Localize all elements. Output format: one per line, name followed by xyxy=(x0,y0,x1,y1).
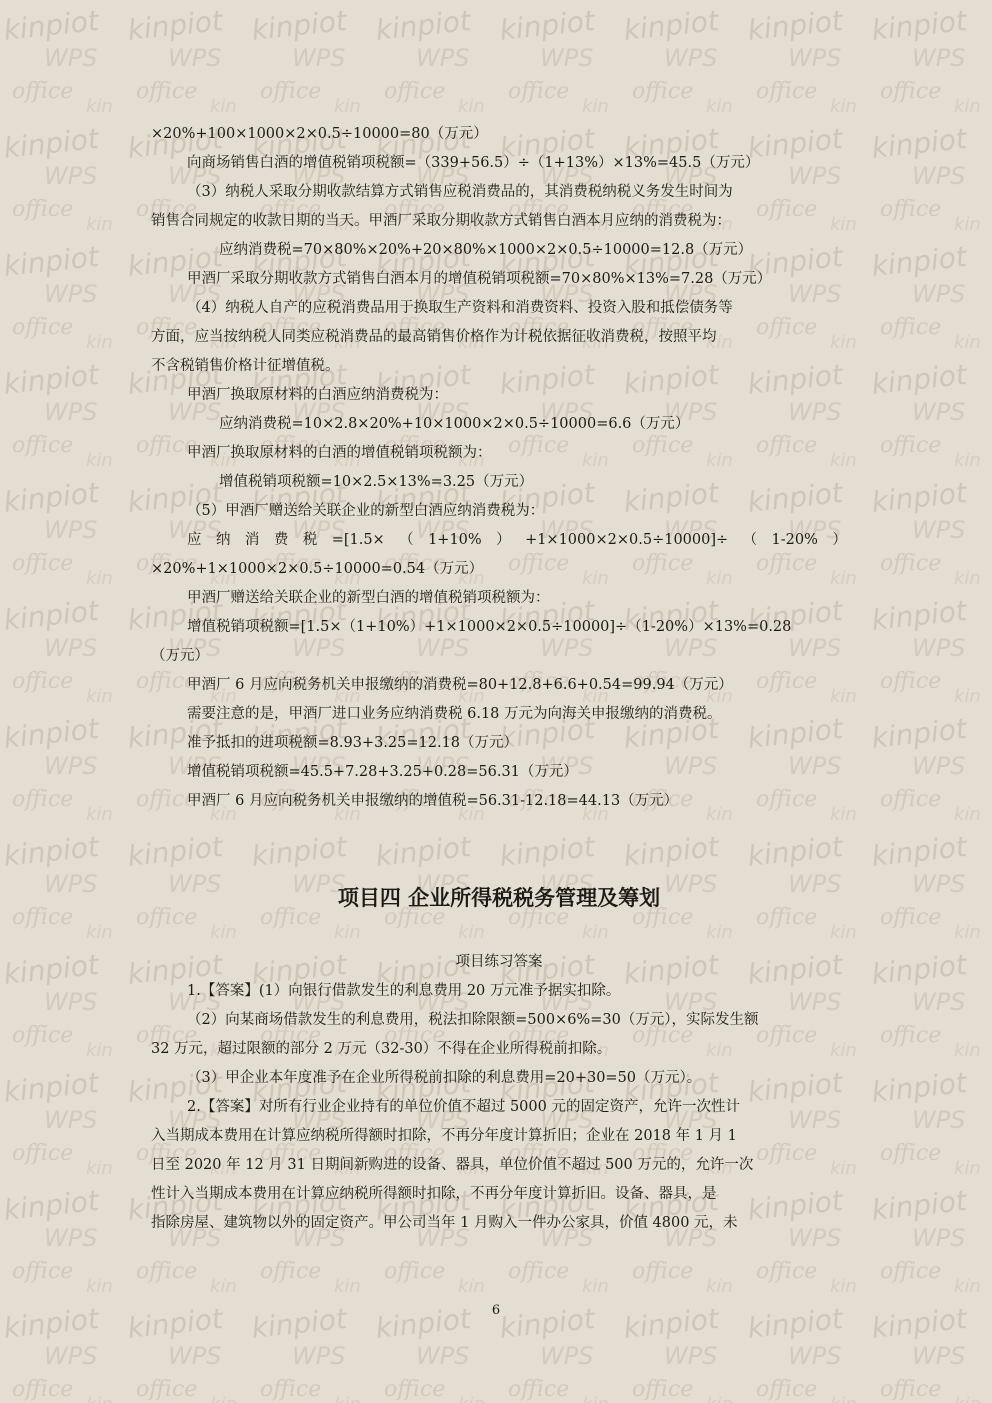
text-line: 向商场销售白酒的增值税销项税额=（339+56.5）÷（1+13%）×13%=45.5（万元） xyxy=(187,155,760,171)
answer-line: （2）向某商场借款发生的利息费用，税法扣除限额=500×6%=30（万元），实际发生额 xyxy=(187,1012,759,1028)
text-line: 甲酒厂换取原材料的白酒应纳消费税为： xyxy=(187,387,448,403)
formula-line: 应纳消费税=10×2.8×20%+10×1000×2×0.5÷10000=6.6（万元） xyxy=(219,416,690,432)
text-line: 甲酒厂 6 月应向税务机关申报缴纳的增值税=56.31-12.18=44.13（万元） xyxy=(187,793,679,809)
text-line: 准予抵扣的进项税额=8.93+3.25=12.18（万元） xyxy=(187,735,519,751)
text-line: 甲酒厂换取原材料的白酒的增值税销项税额为： xyxy=(187,445,492,461)
text-line: （4）纳税人自产的应税消费品用于换取生产资料和消费资料、投资入股和抵偿债务等 xyxy=(187,300,733,316)
formula-part: （ xyxy=(742,532,758,548)
text-line: 甲酒厂采取分期收款方式销售白酒本月的增值税销项税额=70×80%×13%=7.28（万元） xyxy=(187,271,772,287)
formula-line: 应纳消费税=70×80%×20%+20×80%×1000×2×0.5÷10000=12.8（万元） xyxy=(219,242,753,258)
formula-line: 增值税销项税额=10×2.5×13%=3.25（万元） xyxy=(219,474,534,490)
text-line: 销售合同规定的收款日期的当天。甲酒厂采取分期收款方式销售白酒本月应纳的消费税为： xyxy=(151,213,731,229)
formula-part: ） xyxy=(496,532,511,548)
text-line: 甲酒厂赠送给关联企业的新型白酒的增值税销项税额为： xyxy=(187,590,550,606)
text-line: 需要注意的是，甲酒厂进口业务应纳消费税 6.18 万元为向海关申报缴纳的消费税。 xyxy=(187,706,722,722)
page-number: 6 xyxy=(491,1303,501,1318)
formula-part: +1×1000×2×0.5÷10000]÷ xyxy=(525,532,729,548)
section-title: 项目四 企业所得税税务管理及筹划 xyxy=(337,886,661,910)
answer-line: 入当期成本费用在计算应纳税所得额时扣除，不再分年度计算折旧；企业在 2018 年 1 月 1 xyxy=(151,1128,737,1144)
answer-line: 2.【答案】对所有行业企业持有的单位价值不超过 5000 元的固定资产，允许一次性计 xyxy=(187,1099,740,1115)
text-line: 甲酒厂 6 月应向税务机关申报缴纳的消费税=80+12.8+6.6+0.54=99.94（万元） xyxy=(187,677,733,693)
text-line: ×20%+1×1000×2×0.5÷10000=0.54（万元） xyxy=(151,561,484,577)
answer-line: 日至 2020 年 12 月 31 日期间新购进的设备、器具，单位价值不超过 500 万元的，允许一次 xyxy=(151,1157,754,1173)
formula-part: 1+10% xyxy=(428,532,482,548)
formula-line: 增值税销项税额=[1.5×（1+10%）+1×1000×2×0.5÷10000]÷（1-20%）×13%=0.28 xyxy=(187,619,792,635)
answer-line: 1.【答案】(1）向银行借款发生的利息费用 20 万元准予据实扣除。 xyxy=(187,983,621,999)
answer-line: 32 万元，超过限额的部分 2 万元（32-30）不得在企业所得税前扣除。 xyxy=(151,1041,612,1057)
section-subtitle: 项目练习答案 xyxy=(455,954,543,970)
formula-part: 消 xyxy=(244,532,260,548)
formula-part: （ xyxy=(399,532,414,548)
answer-line: （3）甲企业本年度准予在企业所得税前扣除的利息费用=20+30=50（万元）。 xyxy=(187,1070,702,1086)
text-line: ×20%+100×1000×2×0.5÷10000=80（万元） xyxy=(151,126,488,142)
answer-line: 指除房屋、建筑物以外的固定资产。甲公司当年 1 月购入一件办公家具，价值 4800 元，未 xyxy=(151,1215,738,1231)
answer-line: 性计入当期成本费用在计算应纳税所得额时扣除，不再分年度计算折旧。设备、器具，是 xyxy=(151,1186,717,1202)
justified-formula-line xyxy=(151,526,847,555)
formula-part: 税 xyxy=(302,532,318,548)
text-line: （3）纳税人采取分期收款结算方式销售应税消费品的，其消费税纳税义务发生时间为 xyxy=(187,184,733,200)
text-line: 方面，应当按纳税人同类应税消费品的最高销售价格作为计税依据征收消费税，按照平均 xyxy=(151,329,717,345)
document-body xyxy=(151,120,847,1238)
text-line: （万元） xyxy=(151,648,209,664)
formula-part: 应 xyxy=(187,532,202,548)
formula-part: =[1.5× xyxy=(331,532,385,548)
formula-part: 费 xyxy=(273,532,289,548)
formula-part: ） xyxy=(832,532,847,548)
text-line: （5）甲酒厂赠送给关联企业的新型白酒应纳消费税为： xyxy=(187,503,545,519)
formula-part: 1-20% xyxy=(771,532,818,548)
formula-part: 纳 xyxy=(215,532,231,548)
text-line: 增值税销项税额=45.5+7.28+3.25+0.28=56.31（万元） xyxy=(187,764,578,780)
text-line: 不含税销售价格计征增值税。 xyxy=(151,358,340,374)
